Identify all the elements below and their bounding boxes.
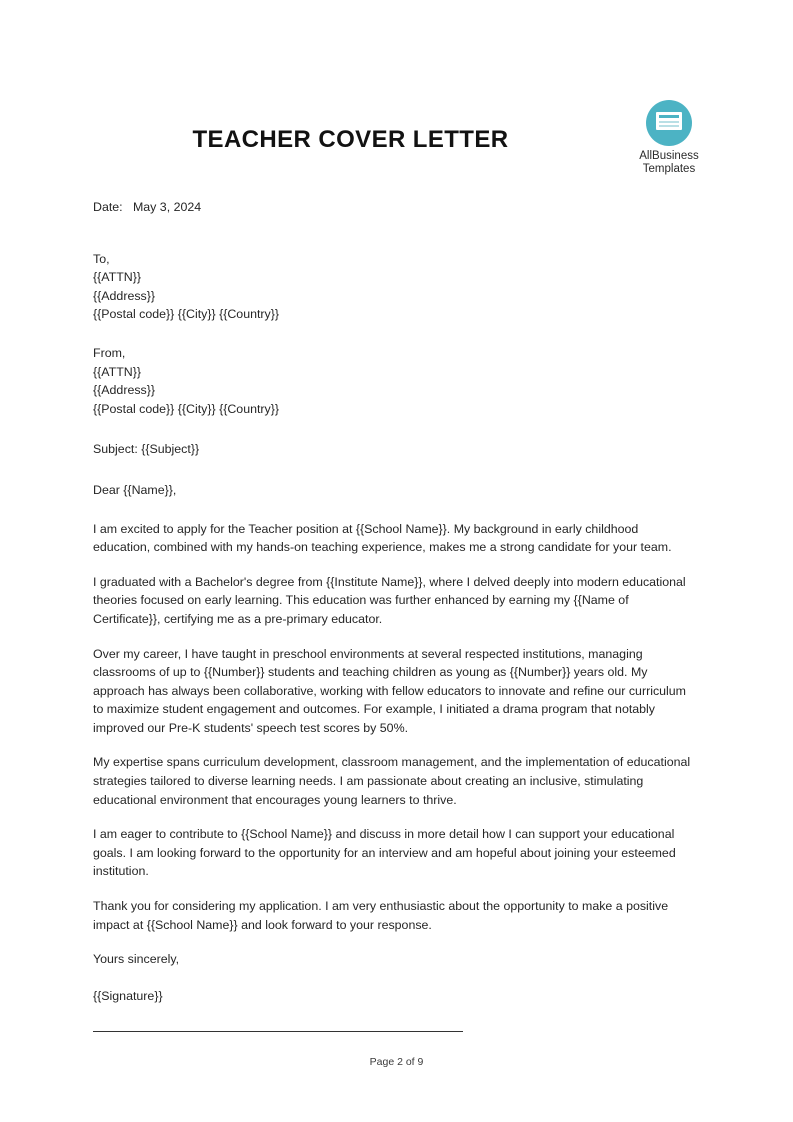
- body-paragraph-3: Over my career, I have taught in preschool environments at several respected institutions, managing classrooms of up to {{Number}} students and teaching children as young as {{Number}} years old. My approach has always been collaborative, working with fellow educators to innovate and refine our curriculum to maximize student engagement and outcomes. For example, I initiated a drama program that notably improved our Pre-K students' speech test scores by 50%.: [93, 646, 687, 735]
- date-value: May 3, 2024: [132, 200, 202, 214]
- sender-address-block: [93, 344, 697, 418]
- body-paragraph-5: I am eager to contribute to {{School Name}} and discuss in more detail how I can support your educational goals. I am looking forward to the opportunity for an interview and am hopeful about joining your esteemed institution.: [93, 827, 676, 879]
- date-line: [93, 198, 697, 217]
- page-title-text: TEACHER COVER LETTER: [192, 126, 509, 153]
- signature-placeholder: {{Signature}}: [93, 988, 163, 1003]
- date-label: Date:: [93, 200, 123, 214]
- body-paragraph-1: I am excited to apply for the Teacher position at {{School Name}}. My background in early childhood education, combined with my hands-on teaching experience, makes me a strong candidate for your team.: [93, 521, 672, 555]
- subject-line: Subject: {{Subject}}: [93, 442, 200, 457]
- body-paragraph-4: My expertise spans curriculum development, classroom management, and the implementation of educational strategies tailored to diverse learning needs. I am passionate about creating an inclusive, stimulating educational environment that encourages young learners to thrive.: [93, 755, 691, 807]
- recipient-line-2: {{Address}}: [93, 288, 156, 303]
- brand-name-line1: AllBusiness: [639, 150, 699, 162]
- body-paragraph-6: Thank you for considering my application. I am very enthusiastic about the opportunity to make a positive impact at {{School Name}} and look forward to your response.: [93, 899, 669, 932]
- sender-line-3: {{Postal code}} {{City}} {{Country}}: [93, 401, 280, 416]
- recipient-line-1: {{ATTN}}: [93, 270, 141, 285]
- recipient-line-3: {{Postal code}} {{City}} {{Country}}: [93, 307, 280, 322]
- body-paragraph-2: I graduated with a Bachelor's degree from {{Institute Name}}, where I delved deeply into modern educational theories focused on early learning. This education was further enhanced by earning my {{Name of Certificate}}, certifying me as a pre-primary educator.: [93, 574, 686, 626]
- salutation-line: Dear {{Name}},: [93, 482, 177, 497]
- sender-heading: From,: [93, 345, 126, 360]
- sender-line-1: {{ATTN}}: [93, 364, 141, 379]
- signature-line: [93, 1031, 463, 1032]
- closing-line: Yours sincerely,: [93, 952, 180, 967]
- recipient-address-block: [93, 250, 697, 324]
- page-footer: Page 2 of 9: [369, 1056, 424, 1068]
- brand-name-line2: Templates: [642, 163, 696, 175]
- page-title: [0, 126, 793, 154]
- sender-line-2: {{Address}}: [93, 383, 156, 398]
- letter-body: [93, 198, 697, 1032]
- recipient-heading: To,: [93, 251, 110, 266]
